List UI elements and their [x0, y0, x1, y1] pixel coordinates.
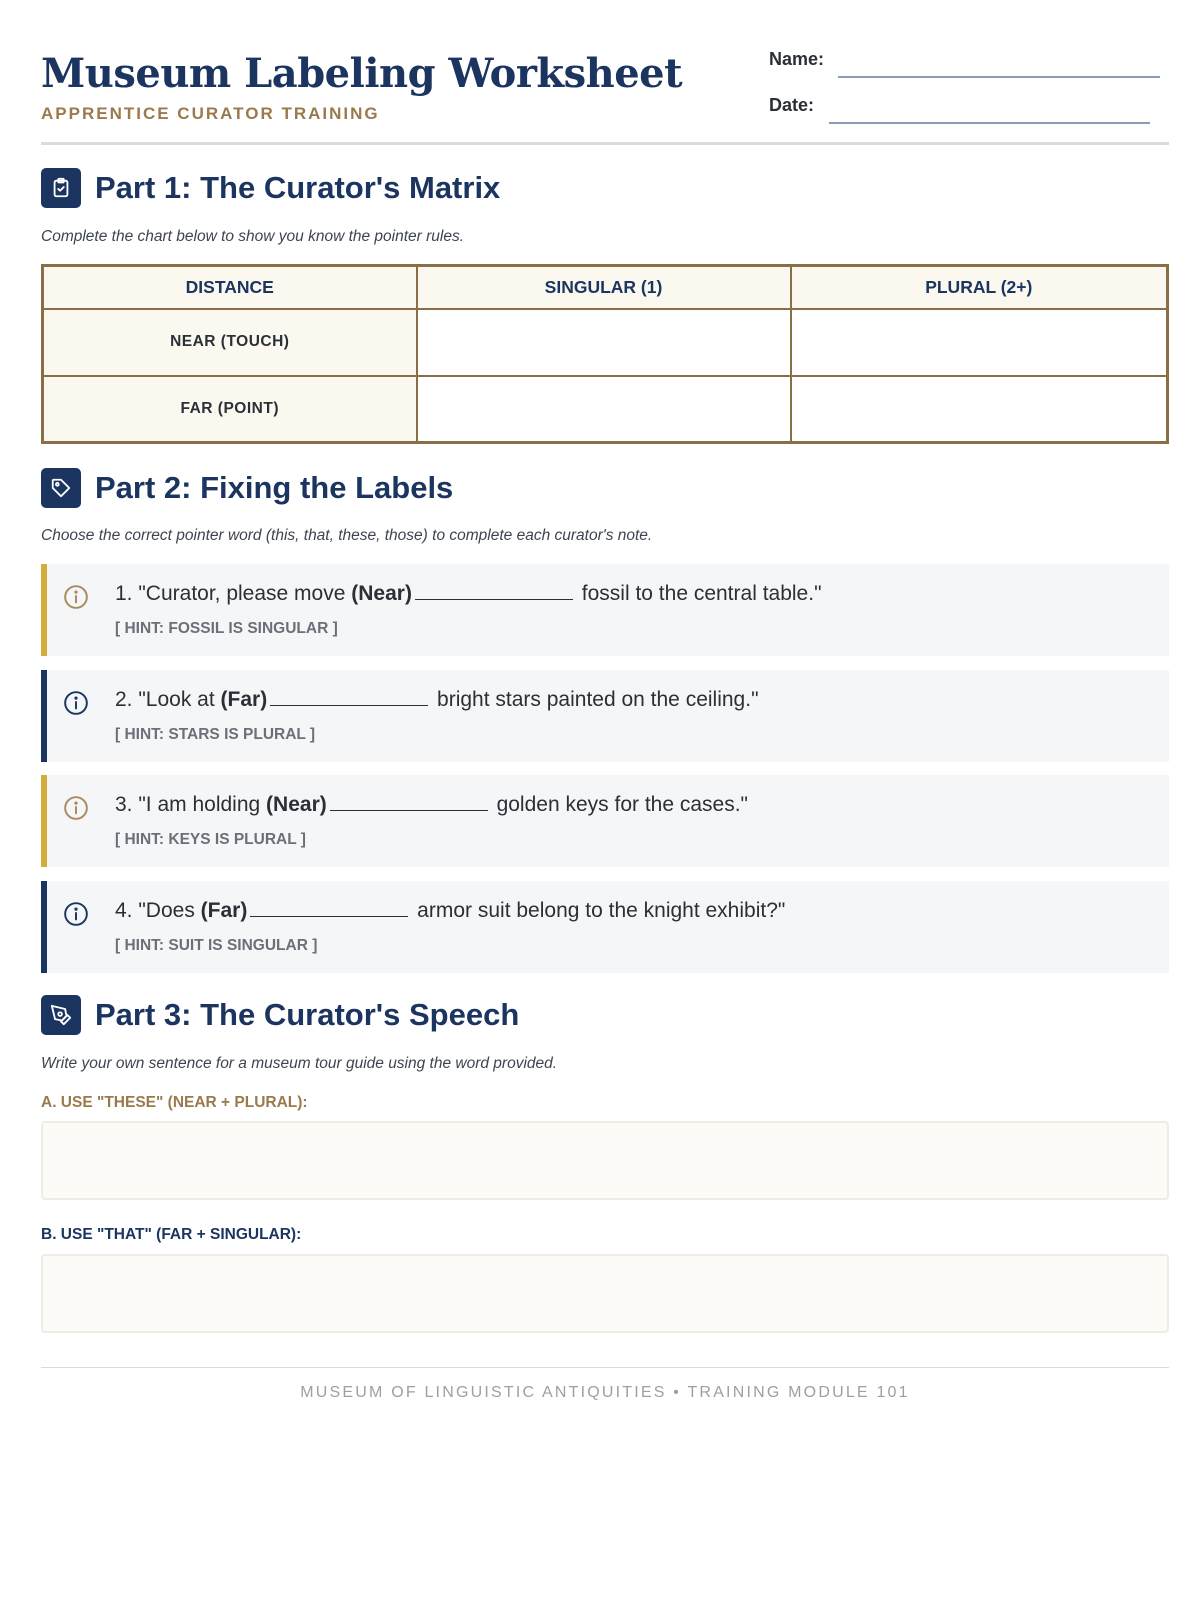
part2-title: Part 2: Fixing the Labels	[95, 470, 454, 505]
table-row	[43, 309, 1168, 376]
answer-blank[interactable]	[330, 791, 488, 811]
date-field[interactable]	[829, 122, 1150, 124]
answer-cell-near-plural[interactable]	[791, 309, 1168, 376]
pen-nib-icon	[41, 995, 81, 1035]
distance-cue: (Far)	[220, 688, 268, 711]
distance-cue: (Far)	[200, 899, 248, 922]
question-text	[115, 580, 822, 606]
question-text	[115, 791, 748, 817]
name-label: Name:	[769, 49, 825, 69]
accent-bar	[41, 881, 47, 973]
name-field[interactable]	[838, 76, 1160, 78]
question-tail: armor suit belong to the knight exhibit?"	[411, 899, 786, 922]
question-lead: 2. "Look at	[115, 688, 221, 711]
answer-blank[interactable]	[250, 897, 408, 917]
question-hint: [ HINT: STARS IS PLURAL ]	[115, 726, 316, 743]
part3-heading	[41, 995, 519, 1035]
answer-blank[interactable]	[415, 580, 573, 600]
question-lead: 1. "Curator, please move	[115, 582, 352, 605]
column-header-singular: SINGULAR (1)	[417, 266, 791, 309]
tag-icon	[41, 468, 81, 508]
part1-heading	[41, 168, 500, 208]
question-text	[115, 897, 785, 923]
footer-text: MUSEUM OF LINGUISTIC ANTIQUITIES • TRAINING MODULE 101	[300, 1384, 910, 1401]
part2-heading	[41, 468, 453, 508]
prompt-b-label: B. USE "THAT" (FAR + SINGULAR):	[41, 1226, 302, 1243]
question-card	[41, 775, 1169, 867]
prompt-a-label: A. USE "THESE" (NEAR + PLURAL):	[41, 1094, 308, 1111]
part2-instruction: Choose the correct pointer word (this, that, these, those) to complete each curator's note.	[41, 527, 653, 544]
question-tail: bright stars painted on the ceiling."	[431, 688, 759, 711]
page-subtitle: APPRENTICE CURATOR TRAINING	[41, 104, 380, 123]
row-header-far: FAR (POINT)	[43, 376, 417, 443]
page-title: Museum Labeling Worksheet	[41, 50, 683, 97]
question-card	[41, 670, 1169, 762]
part3-title: Part 3: The Curator's Speech	[95, 997, 520, 1032]
column-header-distance: DISTANCE	[43, 266, 417, 309]
answer-box-b[interactable]	[41, 1254, 1169, 1333]
table-row	[43, 376, 1168, 443]
question-card	[41, 881, 1169, 973]
answer-cell-near-singular[interactable]	[417, 309, 791, 376]
answer-cell-far-singular[interactable]	[417, 376, 791, 443]
info-icon	[63, 901, 89, 927]
question-lead: 3. "I am holding	[115, 793, 267, 816]
footer-divider	[41, 1367, 1169, 1368]
info-icon	[63, 584, 89, 610]
part1-title: Part 1: The Curator's Matrix	[95, 170, 501, 205]
question-tail: fossil to the central table."	[575, 582, 822, 605]
curator-matrix-table	[41, 264, 1169, 444]
question-hint: [ HINT: KEYS IS PLURAL ]	[115, 831, 306, 848]
distance-cue: (Near)	[266, 793, 327, 816]
date-label: Date:	[769, 95, 815, 115]
answer-cell-far-plural[interactable]	[791, 376, 1168, 443]
column-header-plural: PLURAL (2+)	[791, 266, 1168, 309]
question-hint: [ HINT: SUIT IS SINGULAR ]	[115, 937, 318, 954]
clipboard-check-icon	[41, 168, 81, 208]
part1-instruction: Complete the chart below to show you know the pointer rules.	[41, 228, 465, 245]
question-card	[41, 564, 1169, 656]
accent-bar	[41, 670, 47, 762]
accent-bar	[41, 775, 47, 867]
info-icon	[63, 795, 89, 821]
answer-blank[interactable]	[270, 686, 428, 706]
question-lead: 4. "Does	[115, 899, 201, 922]
row-header-near: NEAR (TOUCH)	[43, 309, 417, 376]
part3-instruction: Write your own sentence for a museum tour guide using the word provided.	[41, 1055, 558, 1072]
question-text	[115, 686, 759, 712]
accent-bar	[41, 564, 47, 656]
question-tail: golden keys for the cases."	[490, 793, 748, 816]
info-icon	[63, 690, 89, 716]
distance-cue: (Near)	[351, 582, 412, 605]
worksheet-header	[41, 0, 1169, 145]
answer-box-a[interactable]	[41, 1121, 1169, 1200]
question-hint: [ HINT: FOSSIL IS SINGULAR ]	[115, 620, 338, 637]
